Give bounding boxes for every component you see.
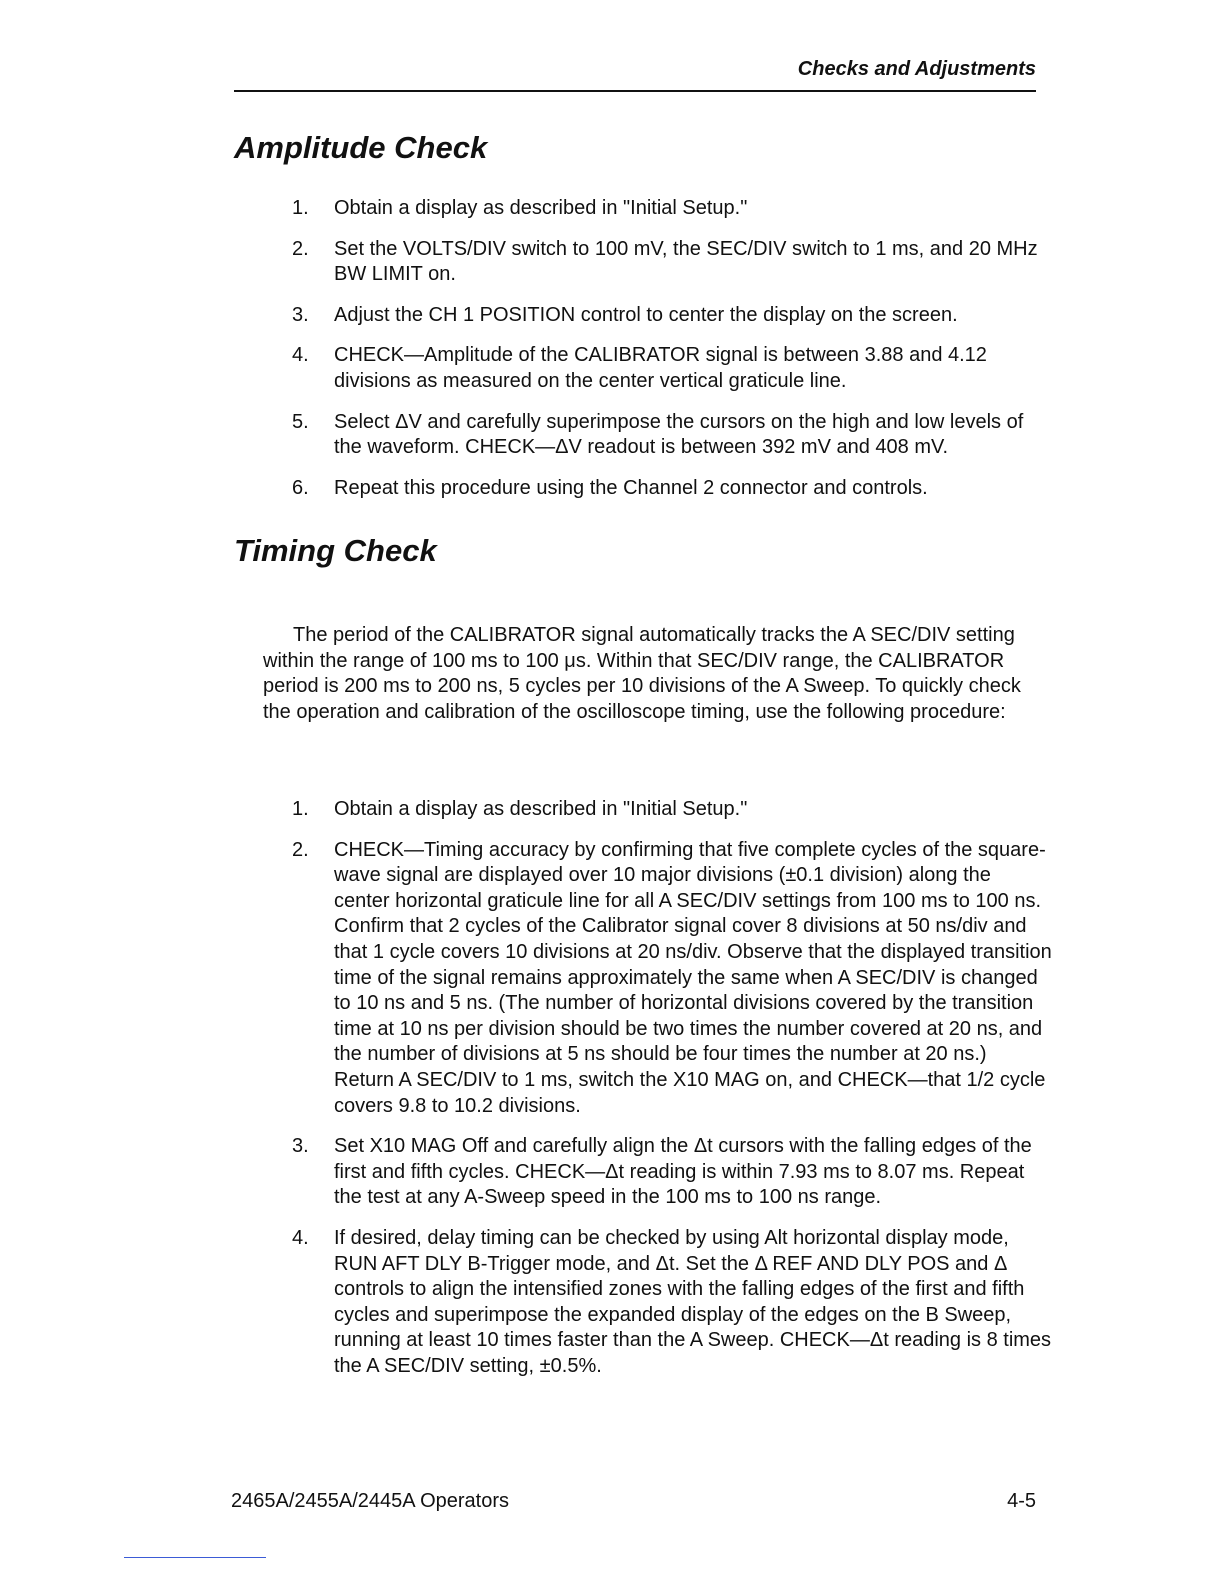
timing-check-intro: The period of the CALIBRATOR signal automatically tracks the A SEC/DIV setting within the range of 100 ms to 100 μs. Within that SEC/DIV range, the CALIBRATOR period is 200 ms to 200 ns, 5 cycles per 10 divisions of the A Sweep. To quickly check the operation and calibration of the oscilloscope timing, use the following procedure:: [263, 624, 1021, 723]
step-text: CHECK—Timing accuracy by confirming that five complete cycles of the square-wave signal are displayed over 10 major divisions (±0.1 division) along the center horizontal graticule line for all A SEC/DIV settings from 100 ms to 100 ns. Confirm that 2 cycles of the Calibrator signal cover 8 divisions at 50 ns/div and that 1 cycle covers 10 divisions at 20 ns/div. Observe that the displayed transition time of the signal remains approximately the same when A SEC/DIV is changed to 10 ns and 5 ns. (The number of horizontal divisions covered by the transition time at 10 ns per division should be two times the number covered at 20 ns, and the number of divisions at 5 ns should be four times the number at 20 ns.) Return A SEC/DIV to 1 ms, switch the X10 MAG on, and CHECK—that 1/2 cycle covers 9.8 to 10.2 divisions.: [334, 838, 1052, 1117]
step-number: 2.: [292, 237, 309, 260]
step-number: 1.: [292, 197, 309, 219]
step-number: 4.: [292, 1226, 309, 1249]
step-number: 1.: [292, 798, 309, 820]
amplitude-check-steps: [292, 196, 1052, 516]
footer-page-number: 4-5: [1007, 1490, 1036, 1512]
step-text: Obtain a display as described in "Initial Setup.": [334, 197, 748, 219]
step-text: Set the VOLTS/DIV switch to 100 mV, the SEC/DIV switch to 1 ms, and 20 MHz BW LIMIT on.: [334, 237, 1038, 286]
step-text: Repeat this procedure using the Channel 2 connector and controls.: [334, 476, 928, 499]
step-number: 4.: [292, 344, 309, 367]
step-text: Adjust the CH 1 POSITION control to center the display on the screen.: [334, 303, 958, 326]
footer-manual-title: 2465A/2455A/2445A Operators: [231, 1490, 509, 1512]
running-header: Checks and Adjustments: [797, 58, 1036, 80]
list-item: [292, 838, 1052, 1120]
list-item: [292, 237, 1052, 288]
list-item: [292, 1134, 1052, 1211]
step-text: CHECK—Amplitude of the CALIBRATOR signal is between 3.88 and 4.12 divisions as measured on the center vertical graticule line.: [334, 344, 987, 392]
step-number: 6.: [292, 476, 309, 499]
header-rule: [234, 90, 1036, 92]
list-item: [292, 303, 1052, 329]
list-item: [292, 797, 1052, 823]
list-item: [292, 196, 1052, 222]
step-number: 2.: [292, 838, 309, 861]
step-number: 3.: [292, 303, 309, 326]
list-item: [292, 476, 1052, 502]
section-title-timing-check: Timing Check: [234, 533, 437, 568]
timing-check-steps: [292, 797, 1052, 1394]
list-item: [292, 343, 1052, 394]
step-text: Select ΔV and carefully superimpose the cursors on the high and low levels of the waveform. CHECK—ΔV readout is between 392 mV and 408 mV.: [334, 410, 1024, 459]
section-title-amplitude-check: Amplitude Check: [234, 130, 488, 165]
step-text: Set X10 MAG Off and carefully align the Δt cursors with the falling edges of the first and fifth cycles. CHECK—Δt reading is within 7.93 ms to 8.07 ms. Repeat the test at any A-Sweep speed in the 100 ms to 100 ns range.: [334, 1135, 1032, 1209]
list-item: [292, 1226, 1052, 1380]
step-text: If desired, delay timing can be checked by using Alt horizontal display mode, RUN AFT DLY B-Trigger mode, and Δt. Set the Δ REF AND DLY POS and Δ controls to align the intensified zones with the falling edges of the first and fifth cycles and superimpose the expanded display of the edges on the B Sweep, running at least 10 times faster than the A Sweep. CHECK—Δt reading is 8 times the A SEC/DIV setting, ±0.5%.: [334, 1226, 1052, 1377]
step-number: 5.: [292, 410, 309, 433]
step-text: Obtain a display as described in "Initial Setup.": [334, 798, 748, 820]
step-number: 3.: [292, 1135, 309, 1158]
list-item: [292, 410, 1052, 461]
link-underline: [124, 1557, 266, 1558]
